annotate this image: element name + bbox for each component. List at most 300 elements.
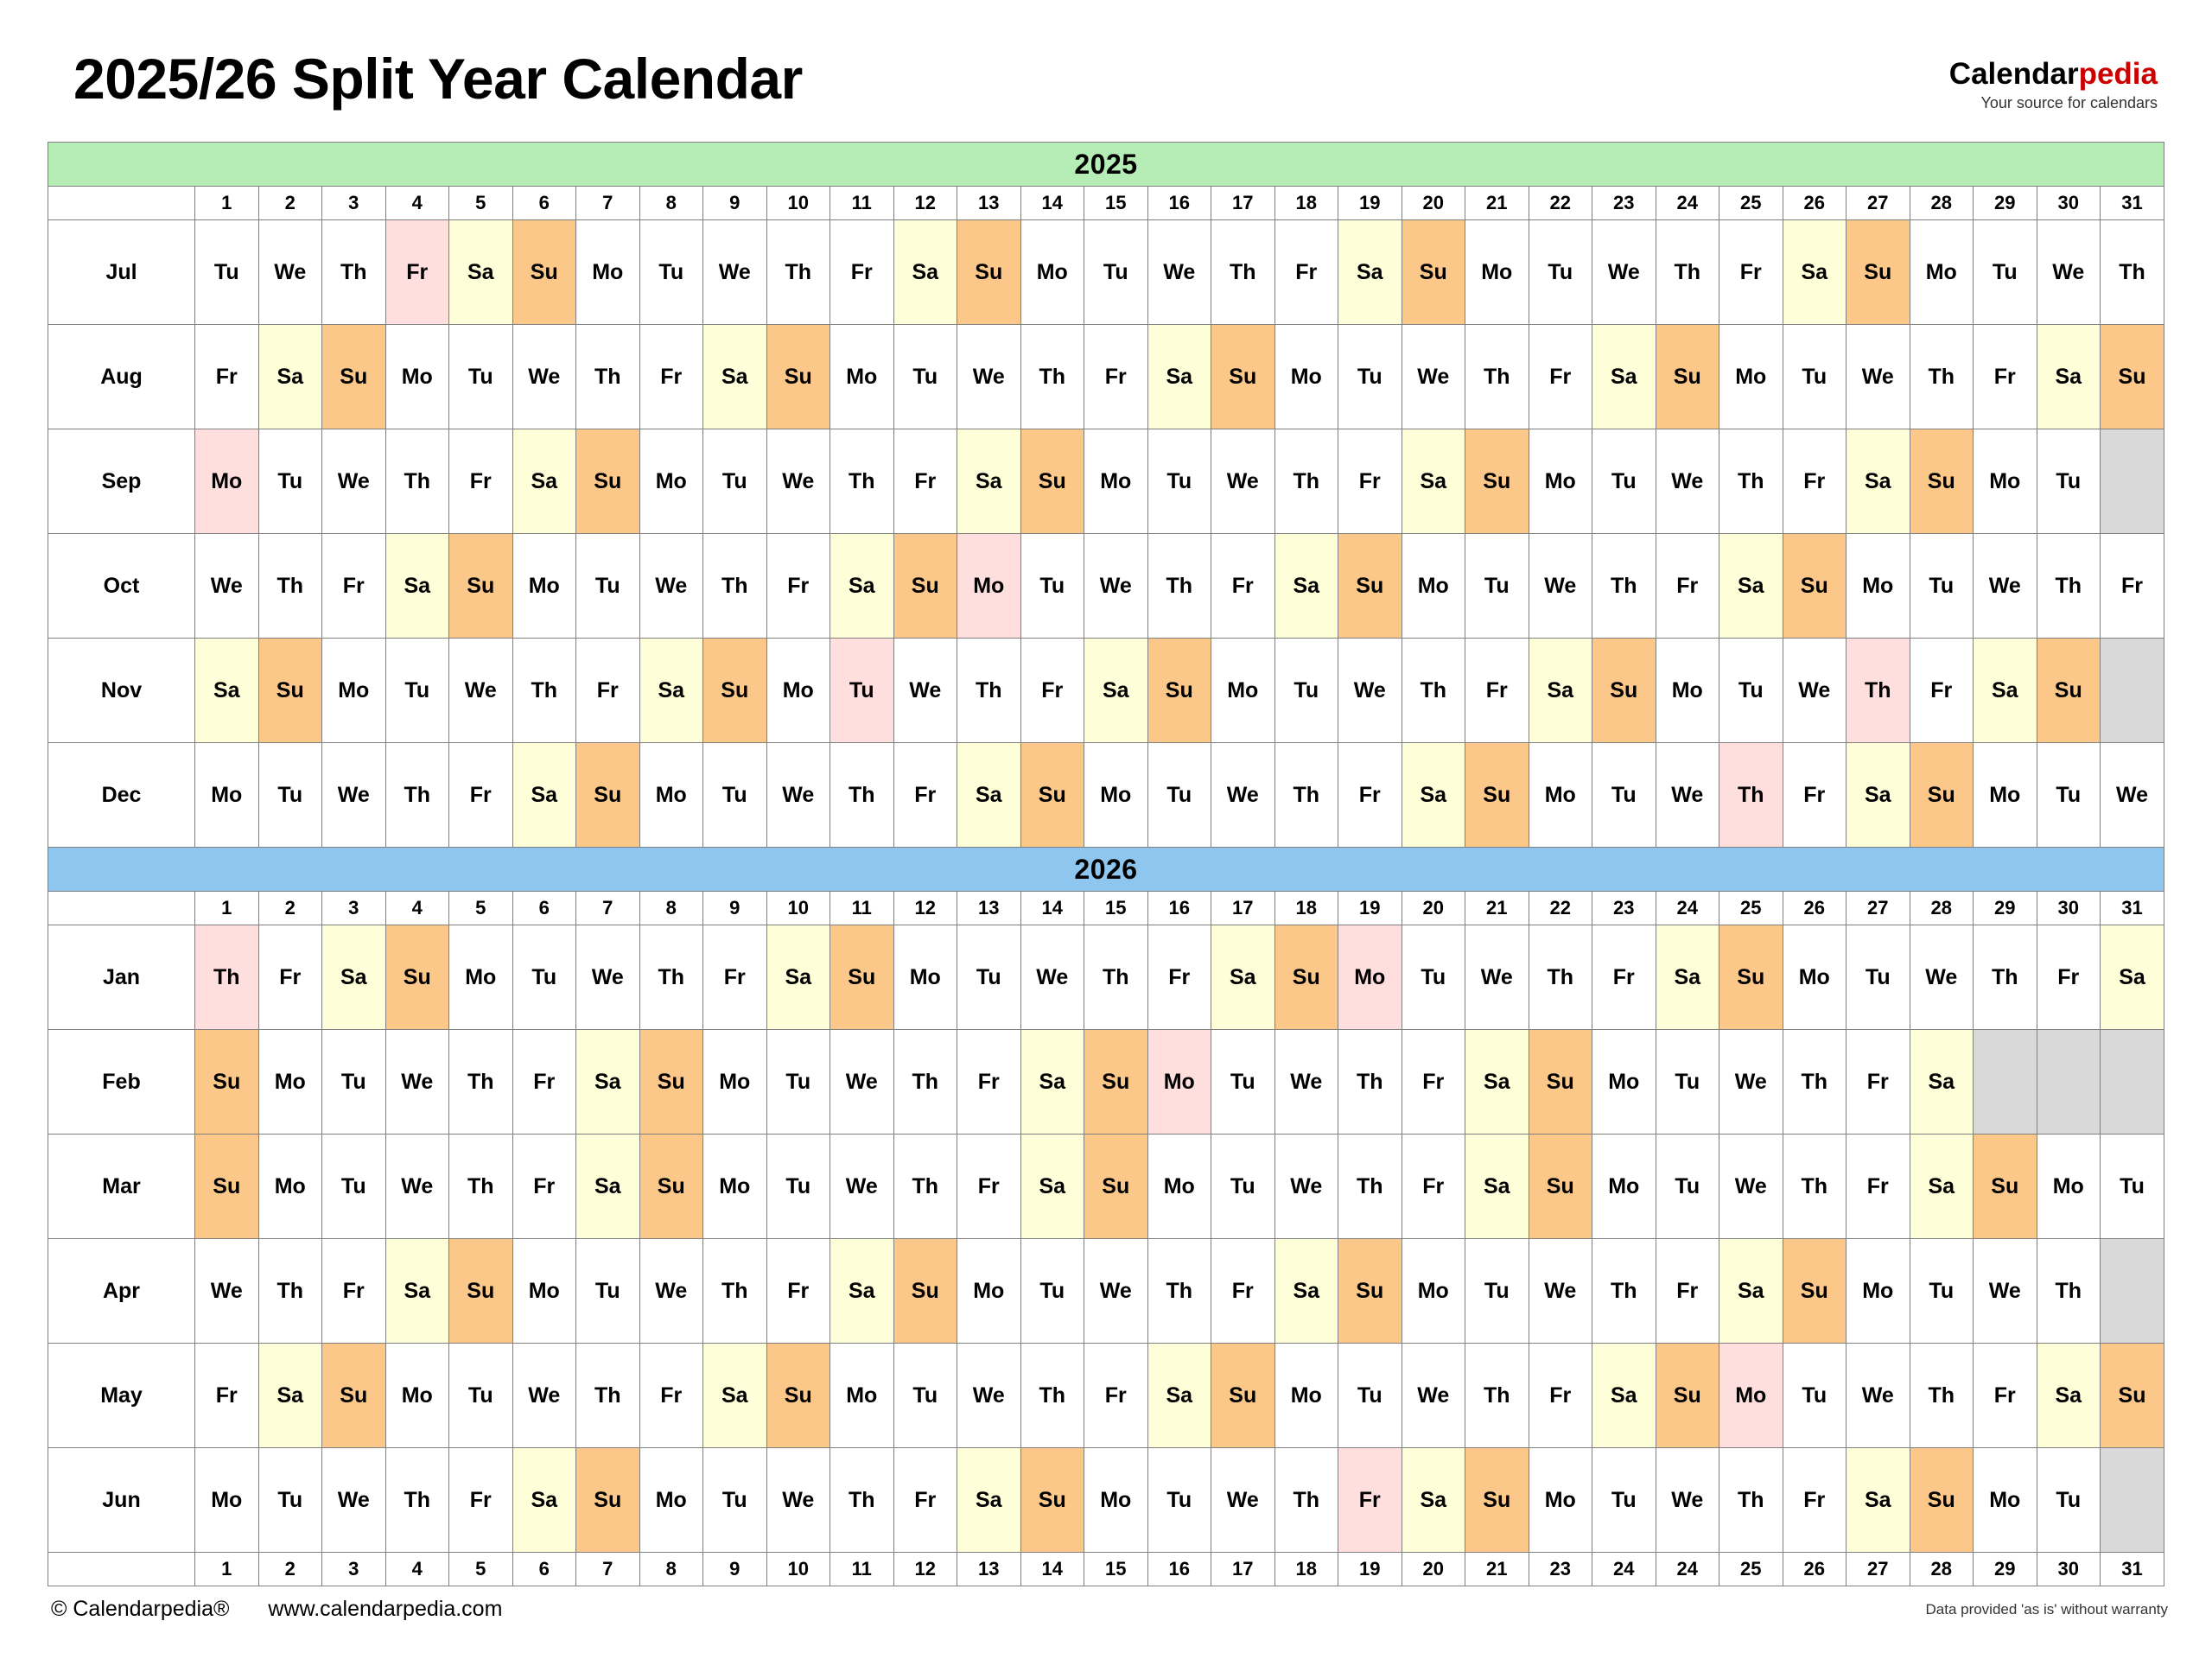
day-cell: Th [639, 925, 703, 1030]
day-cell: Su [1719, 925, 1783, 1030]
day-cell: Su [322, 325, 386, 429]
day-cell: Th [385, 429, 449, 534]
day-cell: Tu [1910, 1239, 1974, 1344]
day-cell: Fr [1338, 429, 1402, 534]
day-cell: Su [639, 1135, 703, 1239]
footer-day-number: 3 [322, 1553, 386, 1586]
day-cell: Su [1592, 639, 1656, 743]
day-number-header: 4 [385, 892, 449, 925]
footer-day-number: 15 [1084, 1553, 1148, 1586]
month-row [48, 925, 2164, 1030]
day-cell: Su [2037, 639, 2101, 743]
day-cell: Th [1274, 429, 1338, 534]
brand-logo [1949, 35, 2164, 112]
day-cell: We [258, 220, 322, 325]
day-number-header: 12 [893, 187, 957, 220]
day-cell: Mo [830, 1344, 894, 1448]
day-cell: Sa [576, 1030, 640, 1135]
day-cell: Su [1338, 1239, 1402, 1344]
day-cell: Th [512, 639, 576, 743]
day-cell: Mo [2037, 1135, 2101, 1239]
day-cell: Su [1084, 1135, 1148, 1239]
day-cell: Sa [957, 1448, 1021, 1553]
day-cell: We [322, 743, 386, 848]
day-cell: Sa [1147, 1344, 1211, 1448]
day-cell: Tu [2037, 743, 2101, 848]
day-cell: Fr [639, 325, 703, 429]
day-cell: Tu [1783, 1344, 1847, 1448]
day-cell: We [1274, 1135, 1338, 1239]
day-cell: Mo [1020, 220, 1084, 325]
day-cell: Tu [1338, 1344, 1402, 1448]
day-cell: Th [1338, 1030, 1402, 1135]
footer-day-number: 17 [1211, 1553, 1275, 1586]
day-cell: Su [1211, 325, 1275, 429]
day-number-header: 15 [1084, 892, 1148, 925]
day-cell: We [2037, 220, 2101, 325]
footer-day-number: 18 [1274, 1553, 1338, 1586]
footer-day-number: 7 [576, 1553, 640, 1586]
day-cell: Fr [1338, 1448, 1402, 1553]
day-cell: Sa [1656, 925, 1719, 1030]
day-cell: Fr [830, 220, 894, 325]
brand-name [1949, 59, 2158, 89]
day-cell: Su [385, 925, 449, 1030]
day-cell: Sa [1084, 639, 1148, 743]
day-cell: Fr [957, 1135, 1021, 1239]
month-label-apr: Apr [48, 1239, 195, 1344]
day-cell: We [1274, 1030, 1338, 1135]
day-cell: Su [195, 1135, 259, 1239]
day-cell: We [1084, 1239, 1148, 1344]
footer-day-number: 5 [449, 1553, 513, 1586]
day-cell: Fr [1147, 925, 1211, 1030]
day-cell: Th [1465, 325, 1529, 429]
day-cell: Th [1020, 1344, 1084, 1448]
day-number-header: 20 [1402, 187, 1465, 220]
day-cell: Th [893, 1135, 957, 1239]
day-cell: Fr [1084, 1344, 1148, 1448]
day-cell: We [512, 325, 576, 429]
day-cell: Th [830, 1448, 894, 1553]
day-cell: Fr [1910, 639, 1974, 743]
day-number-header: 7 [576, 187, 640, 220]
day-number-header: 20 [1402, 892, 1465, 925]
day-cell: Mo [1719, 1344, 1783, 1448]
day-cell: We [1465, 925, 1529, 1030]
day-cell: Tu [1402, 925, 1465, 1030]
day-cell: Tu [1847, 925, 1910, 1030]
day-cell: Tu [1974, 220, 2037, 325]
day-cell: Mo [1656, 639, 1719, 743]
day-cell: Tu [1465, 534, 1529, 639]
day-cell: Th [1847, 639, 1910, 743]
day-number-header: 9 [703, 187, 767, 220]
day-number-header: 26 [1783, 187, 1847, 220]
day-cell: We [1402, 325, 1465, 429]
day-cell: We [1084, 534, 1148, 639]
year-band-2026: 2026 [48, 848, 2164, 892]
day-cell: We [2101, 743, 2164, 848]
day-cell: Fr [893, 743, 957, 848]
footer-day-number: 10 [766, 1553, 830, 1586]
footer-day-number: 16 [1147, 1553, 1211, 1586]
day-cell: Th [1910, 325, 1974, 429]
month-row [48, 1239, 2164, 1344]
day-cell: Th [1147, 534, 1211, 639]
day-cell: Sa [512, 743, 576, 848]
day-cell: Sa [1592, 1344, 1656, 1448]
day-number-header: 17 [1211, 892, 1275, 925]
day-cell: Su [703, 639, 767, 743]
day-cell: Th [703, 1239, 767, 1344]
footer-day-number: 6 [512, 1553, 576, 1586]
day-cell: Su [1910, 1448, 1974, 1553]
day-number-header: 15 [1084, 187, 1148, 220]
footer-day-number: 19 [1338, 1553, 1402, 1586]
day-number-header: 18 [1274, 187, 1338, 220]
day-cell: We [766, 1448, 830, 1553]
day-number-header: 29 [1974, 187, 2037, 220]
day-cell: Su [258, 639, 322, 743]
day-number-header: 17 [1211, 187, 1275, 220]
day-cell: We [1592, 220, 1656, 325]
month-label-mar: Mar [48, 1135, 195, 1239]
month-label-jun: Jun [48, 1448, 195, 1553]
footer-day-number: 30 [2037, 1553, 2101, 1586]
day-number-header: 5 [449, 892, 513, 925]
day-number-header: 7 [576, 892, 640, 925]
day-cell: Fr [1084, 325, 1148, 429]
day-cell: Sa [957, 429, 1021, 534]
day-cell: Th [576, 325, 640, 429]
footer-day-number: 20 [1402, 1553, 1465, 1586]
day-cell: Su [2101, 325, 2164, 429]
month-row [48, 325, 2164, 429]
day-cell: Mo [1274, 1344, 1338, 1448]
day-cell: Sa [512, 1448, 576, 1553]
day-cell: Fr [1847, 1030, 1910, 1135]
day-number-header: 12 [893, 892, 957, 925]
day-cell: Fr [195, 325, 259, 429]
day-cell: Fr [195, 1344, 259, 1448]
day-cell: Sa [1847, 1448, 1910, 1553]
day-cell: Su [1656, 1344, 1719, 1448]
footer-day-number: 24 [1592, 1553, 1656, 1586]
day-cell: Th [830, 743, 894, 848]
day-cell: Th [830, 429, 894, 534]
day-cell: Sa [957, 743, 1021, 848]
footer-day-number: 26 [1783, 1553, 1847, 1586]
day-cell: Sa [703, 1344, 767, 1448]
day-cell: Mo [1084, 429, 1148, 534]
day-cell: We [893, 639, 957, 743]
page-footer [48, 1597, 2168, 1622]
day-cell: Mo [1338, 925, 1402, 1030]
day-cell: Tu [1020, 534, 1084, 639]
day-cell: Mo [1529, 1448, 1592, 1553]
day-cell: We [639, 1239, 703, 1344]
day-cell: Fr [893, 1448, 957, 1553]
day-cell: Tu [385, 639, 449, 743]
day-cell: We [1020, 925, 1084, 1030]
day-cell: Tu [258, 743, 322, 848]
day-number-header: 26 [1783, 892, 1847, 925]
day-cell: Fr [1211, 1239, 1275, 1344]
day-cell: Tu [576, 1239, 640, 1344]
day-cell: Mo [1974, 743, 2037, 848]
day-number-header: 19 [1338, 187, 1402, 220]
day-cell: Fr [1274, 220, 1338, 325]
day-number-header: 6 [512, 892, 576, 925]
day-cell: Sa [1847, 429, 1910, 534]
day-cell: Sa [639, 639, 703, 743]
day-cell: We [1719, 1030, 1783, 1135]
day-cell: Fr [1783, 429, 1847, 534]
day-number-header: 31 [2101, 187, 2164, 220]
day-number-header: 19 [1338, 892, 1402, 925]
day-cell: We [512, 1344, 576, 1448]
day-cell: Tu [449, 325, 513, 429]
day-cell: We [1719, 1135, 1783, 1239]
day-cell: Th [1656, 220, 1719, 325]
day-cell: Fr [385, 220, 449, 325]
day-cell: Mo [1592, 1135, 1656, 1239]
day-cell: Mo [1465, 220, 1529, 325]
footer-day-number: 8 [639, 1553, 703, 1586]
day-cell: Th [385, 743, 449, 848]
day-cell: Mo [322, 639, 386, 743]
day-number-header: 23 [1592, 187, 1656, 220]
day-cell: Th [1910, 1344, 1974, 1448]
day-cell: Tu [1211, 1030, 1275, 1135]
day-cell: Mo [1592, 1030, 1656, 1135]
day-number-header: 10 [766, 892, 830, 925]
day-cell: Th [258, 534, 322, 639]
day-cell: Fr [1592, 925, 1656, 1030]
day-cell: Sa [385, 1239, 449, 1344]
day-cell: Th [957, 639, 1021, 743]
day-cell: Th [2101, 220, 2164, 325]
day-cell: Th [322, 220, 386, 325]
day-cell: Mo [512, 1239, 576, 1344]
day-cell: Sa [195, 639, 259, 743]
day-cell: Su [1465, 429, 1529, 534]
day-cell: We [576, 925, 640, 1030]
day-cell: Mo [1910, 220, 1974, 325]
day-cell: Tu [703, 1448, 767, 1553]
disclaimer-text: Data provided 'as is' without warranty [1925, 1601, 2168, 1618]
day-cell: Su [893, 534, 957, 639]
day-cell: Tu [1592, 429, 1656, 534]
day-cell: Th [1783, 1030, 1847, 1135]
day-cell: Su [2101, 1344, 2164, 1448]
day-cell: Su [1910, 743, 1974, 848]
day-cell: Fr [1402, 1030, 1465, 1135]
day-cell: Tu [766, 1030, 830, 1135]
day-cell: Sa [512, 429, 576, 534]
day-cell: Mo [1529, 429, 1592, 534]
day-cell: Sa [1847, 743, 1910, 848]
day-number-header: 10 [766, 187, 830, 220]
day-cell: Th [1783, 1135, 1847, 1239]
month-row [48, 534, 2164, 639]
day-cell: Mo [1084, 1448, 1148, 1553]
day-cell: Mo [195, 1448, 259, 1553]
month-row [48, 639, 2164, 743]
day-cell: Su [1402, 220, 1465, 325]
day-cell: Su [1020, 1448, 1084, 1553]
month-row [48, 1344, 2164, 1448]
day-cell: Mo [1847, 534, 1910, 639]
day-cell: Sa [1402, 429, 1465, 534]
day-number-header: 3 [322, 892, 386, 925]
day-cell: Tu [1211, 1135, 1275, 1239]
day-cell: Su [1465, 1448, 1529, 1553]
day-cell: Tu [703, 743, 767, 848]
day-cell: Tu [766, 1135, 830, 1239]
day-number-header: 22 [1529, 187, 1592, 220]
brand-tagline: Your source for calendars [1980, 94, 2158, 111]
day-cell: Sa [893, 220, 957, 325]
day-cell: Mo [1402, 1239, 1465, 1344]
day-cell: Tu [639, 220, 703, 325]
day-cell: Su [1656, 325, 1719, 429]
day-cell: Su [1211, 1344, 1275, 1448]
footer-day-number: 12 [893, 1553, 957, 1586]
copyright-text: © Calendarpedia® [51, 1597, 230, 1621]
day-cell: Tu [322, 1135, 386, 1239]
day-cell: Su [766, 1344, 830, 1448]
day-cell: Fr [258, 925, 322, 1030]
day-cell: Th [1020, 325, 1084, 429]
day-cell: We [1910, 925, 1974, 1030]
day-cell: Th [2037, 534, 2101, 639]
day-cell: We [1847, 325, 1910, 429]
day-cell: Tu [1084, 220, 1148, 325]
day-cell: Tu [1592, 1448, 1656, 1553]
day-cell [2037, 1030, 2101, 1135]
day-cell: Tu [449, 1344, 513, 1448]
day-cell: Tu [512, 925, 576, 1030]
day-cell: Sa [1783, 220, 1847, 325]
day-number-header: 25 [1719, 187, 1783, 220]
day-cell: Sa [1402, 1448, 1465, 1553]
day-number-header: 9 [703, 892, 767, 925]
day-cell: Tu [1656, 1135, 1719, 1239]
day-number-header: 29 [1974, 892, 2037, 925]
day-cell: Su [1529, 1030, 1592, 1135]
day-cell: We [195, 534, 259, 639]
day-number-header: 1 [195, 892, 259, 925]
footer-day-number: 31 [2101, 1553, 2164, 1586]
day-number-header: 11 [830, 187, 894, 220]
day-cell: Fr [2101, 534, 2164, 639]
day-number-header-corner [48, 187, 195, 220]
day-number-header: 13 [957, 892, 1021, 925]
day-cell: Th [449, 1030, 513, 1135]
day-number-header: 14 [1020, 187, 1084, 220]
day-cell: Sa [258, 325, 322, 429]
day-cell: Su [1147, 639, 1211, 743]
day-cell: Tu [1656, 1030, 1719, 1135]
day-number-header-corner [48, 892, 195, 925]
day-cell: Sa [1020, 1030, 1084, 1135]
day-number-header: 22 [1529, 892, 1592, 925]
day-cell: Sa [830, 534, 894, 639]
day-number-header: 27 [1847, 892, 1910, 925]
day-cell: Fr [322, 1239, 386, 1344]
page-header [48, 35, 2164, 137]
day-cell: Fr [512, 1030, 576, 1135]
day-cell: Fr [1974, 1344, 2037, 1448]
day-cell: Mo [893, 925, 957, 1030]
day-cell: Mo [1211, 639, 1275, 743]
day-cell [2101, 429, 2164, 534]
day-cell: Fr [512, 1135, 576, 1239]
day-cell: Sa [1274, 1239, 1338, 1344]
day-cell: Mo [385, 1344, 449, 1448]
day-cell: Sa [1719, 1239, 1783, 1344]
day-cell: Fr [2037, 925, 2101, 1030]
day-cell: Mo [703, 1030, 767, 1135]
day-cell: We [1211, 743, 1275, 848]
day-cell: Sa [1402, 743, 1465, 848]
footer-day-number: 9 [703, 1553, 767, 1586]
day-cell: Tu [1910, 534, 1974, 639]
footer-day-number: 11 [830, 1553, 894, 1586]
day-cell: Su [893, 1239, 957, 1344]
day-cell: Tu [1465, 1239, 1529, 1344]
day-cell: Tu [2101, 1135, 2164, 1239]
day-cell: Sa [2037, 325, 2101, 429]
day-cell: Mo [1274, 325, 1338, 429]
day-cell: Mo [1084, 743, 1148, 848]
day-cell: Th [449, 1135, 513, 1239]
footer-day-number: 2 [258, 1553, 322, 1586]
day-cell: We [830, 1135, 894, 1239]
brand-name-accent: pedia [2078, 57, 2158, 91]
day-cell: We [1529, 1239, 1592, 1344]
day-cell: Fr [1402, 1135, 1465, 1239]
day-number-header: 6 [512, 187, 576, 220]
day-cell: Tu [1719, 639, 1783, 743]
day-cell: Mo [639, 1448, 703, 1553]
website-link[interactable]: www.calendarpedia.com [268, 1597, 503, 1621]
footer-number-corner [48, 1553, 195, 1586]
day-cell: Sa [1910, 1030, 1974, 1135]
day-cell: Fr [1020, 639, 1084, 743]
day-cell: We [830, 1030, 894, 1135]
day-cell: Sa [449, 220, 513, 325]
day-cell: Tu [2037, 1448, 2101, 1553]
day-number-header: 5 [449, 187, 513, 220]
day-cell: Th [1211, 220, 1275, 325]
day-cell: Mo [195, 429, 259, 534]
day-cell: Su [1783, 1239, 1847, 1344]
day-cell: Mo [512, 534, 576, 639]
day-cell: Su [766, 325, 830, 429]
day-cell: Mo [639, 743, 703, 848]
month-label-nov: Nov [48, 639, 195, 743]
day-cell: Tu [1783, 325, 1847, 429]
day-cell: Fr [1656, 1239, 1719, 1344]
day-number-header: 1 [195, 187, 259, 220]
day-cell: Tu [258, 1448, 322, 1553]
month-label-feb: Feb [48, 1030, 195, 1135]
day-cell: Mo [385, 325, 449, 429]
day-cell: Sa [2037, 1344, 2101, 1448]
